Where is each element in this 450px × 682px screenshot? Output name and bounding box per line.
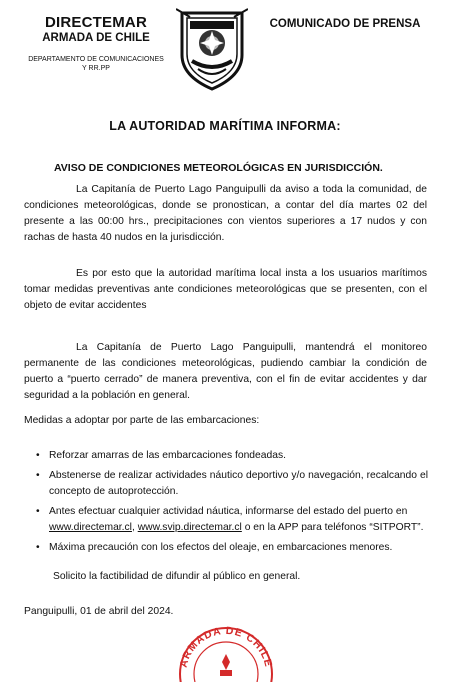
paragraph-3: La Capitanía de Puerto Lago Panguipulli, mantendrá el monitoreo permanente de las condiciones meteorológicas, pudiendo cambiar la condición de puerto a “puerto cerrado” de manera preventiva, con el fin de evitar accidentes y dar seguridad a la población en general. (24, 342, 427, 401)
bullet-icon: • (36, 506, 40, 517)
closing-request: Solicito la factibilidad de difundir al público en general. (53, 571, 301, 582)
bullet-icon: • (36, 542, 40, 553)
bullet-icon: • (36, 450, 40, 461)
list-item: • Abstenerse de realizar actividades náutico deportivo y/o navegación, recalcando el concepto de autoprotección. (36, 470, 428, 497)
measures-intro: Medidas a adoptar por parte de las embarcaciones: (24, 415, 260, 426)
org-name: DIRECTEMAR (45, 14, 147, 31)
department-line-2: Y RR.PP (82, 65, 110, 72)
list-item: • Antes efectuar cualquier actividad náutica, informarse del estado del puerto en www.directemar.cl, www.svip.directemar.cl o en la APP para teléfonos “SITPORT”. (36, 506, 424, 533)
measures-list (36, 448, 428, 560)
header-org-block (26, 14, 166, 73)
naval-shield-crest-icon (176, 7, 248, 91)
paragraph-1: La Capitanía de Puerto Lago Panguipulli da aviso a toda la comunidad, de condiciones meteorológicas, donde se pronostican, a contar del día martes 02 del presente a las 00:00 hrs., precipitaciones con vientos superiores a 17 nudos y con rachas de hasta 40 nudos en la jurisdicción. (24, 184, 427, 243)
official-stamp-icon (176, 622, 276, 682)
press-release-label: COMUNICADO DE PRENSA (269, 18, 421, 30)
department-line-1: DEPARTAMENTO DE COMUNICACIONES (28, 56, 164, 63)
notice-title: AVISO DE CONDICIONES METEOROLÓGICAS EN JURISDICCIÓN. (54, 162, 383, 174)
org-subtitle: ARMADA DE CHILE (42, 32, 150, 44)
bullet-icon: • (36, 470, 40, 481)
svip-link[interactable]: www.svip.directemar.cl (137, 522, 242, 533)
list-item: • Máxima precaución con los efectos del oleaje, en embarcaciones menores. (36, 540, 428, 556)
stamp-text: ARMADA DE CHILE (177, 624, 275, 669)
directemar-link[interactable]: www.directemar.cl (49, 522, 132, 533)
department-name (26, 55, 166, 73)
list-item: • Reforzar amarras de las embarcaciones fondeadas. (36, 448, 428, 464)
page-title: LA AUTORIDAD MARÍTIMA INFORMA: (109, 119, 341, 133)
date-line: Panguipulli, 01 de abril del 2024. (24, 606, 174, 617)
paragraph-2: Es por esto que la autoridad marítima local insta a los usuarios marítimos tomar medidas preventivas ante condiciones meteorológicas que se presenten, con el objeto de evitar accidentes (24, 268, 427, 311)
